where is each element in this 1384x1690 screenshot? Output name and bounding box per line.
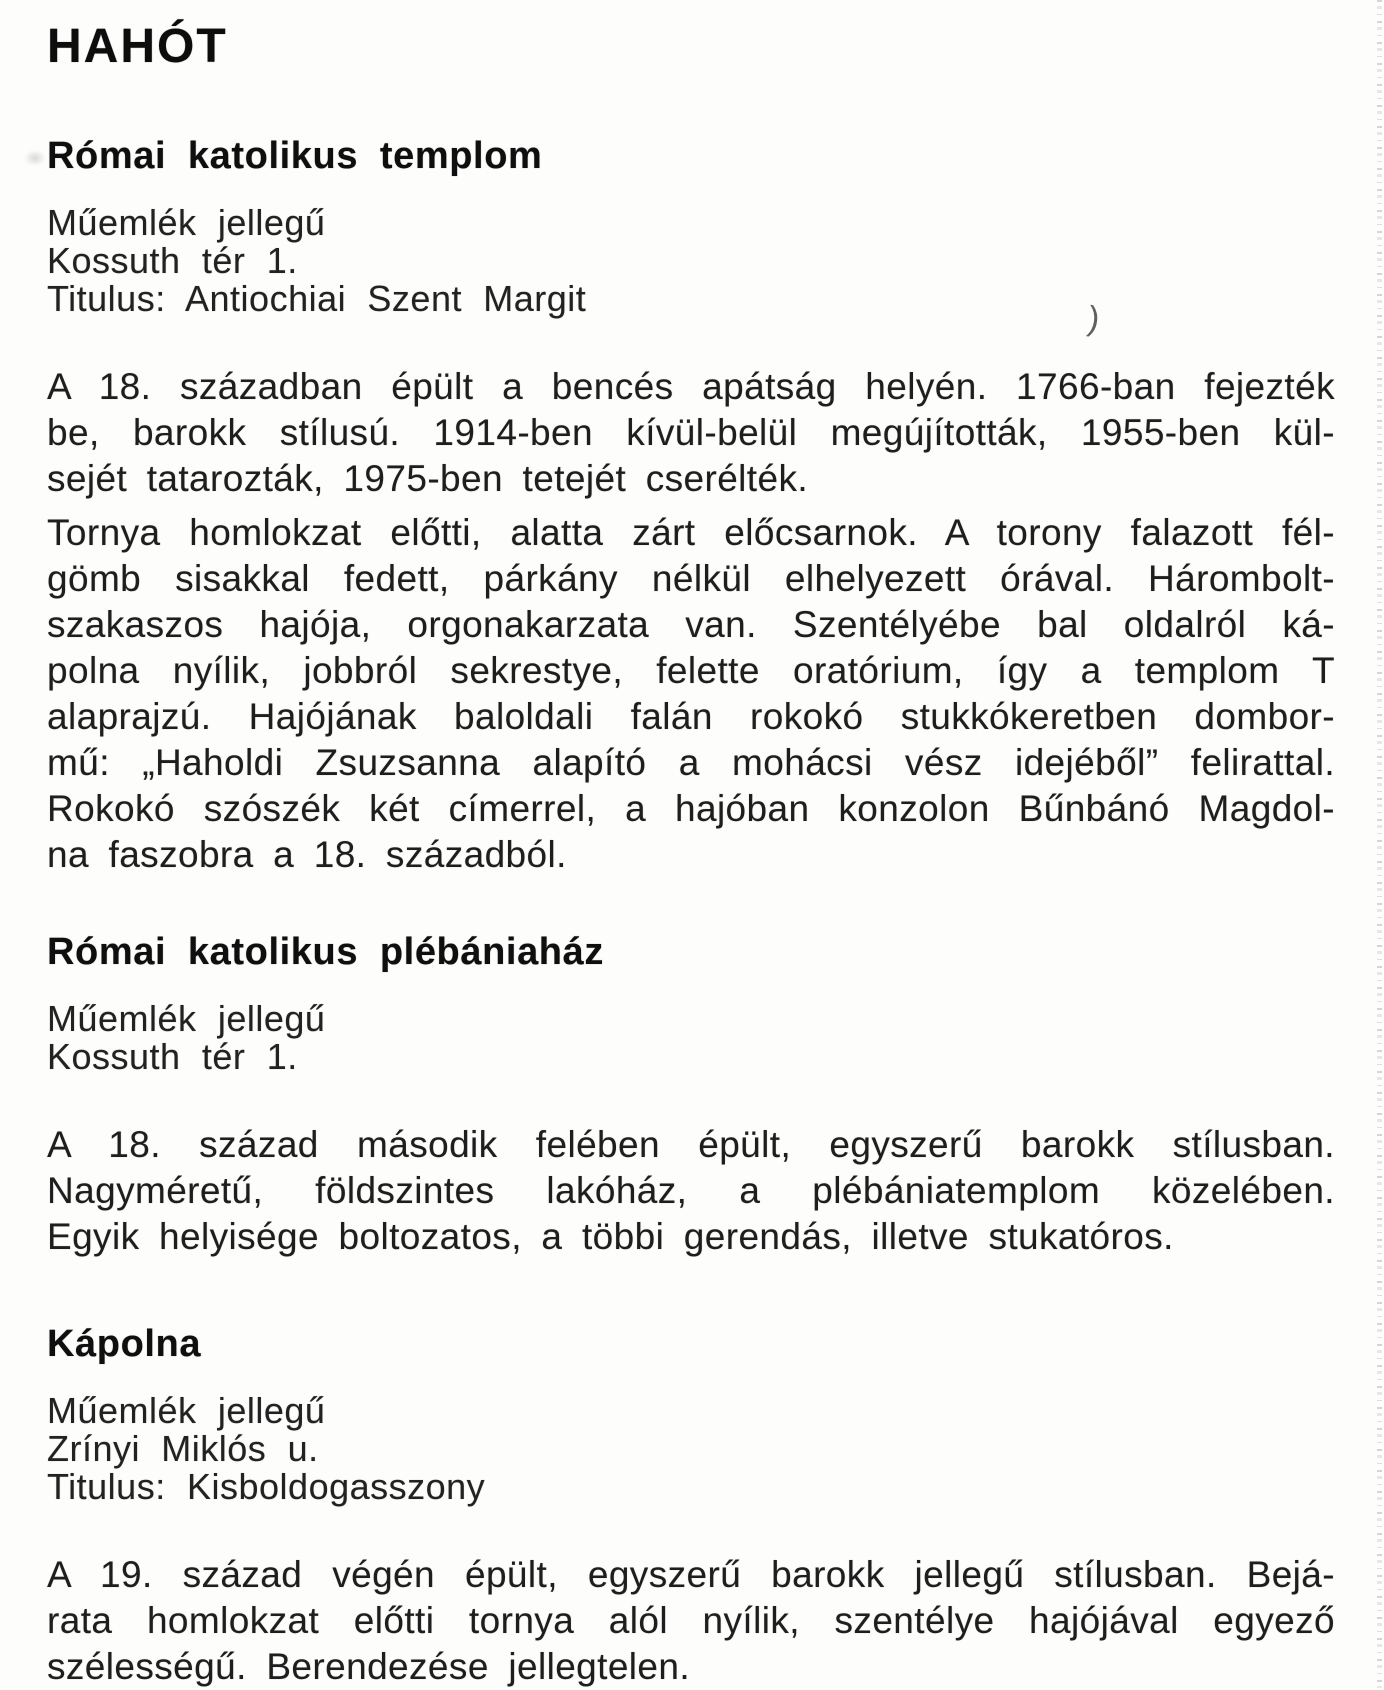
- section-info-block: [47, 204, 1335, 318]
- paragraph-line: alaprajzú. Hajójának baloldali falán rokokó stukkókeretben dombor-: [47, 696, 1335, 738]
- section-info-block: [47, 1000, 1335, 1076]
- paragraph-line: na faszobra a 18. századból.: [47, 834, 567, 876]
- paragraph-line: szakaszos hajója, orgonakarzata van. Szentélyébe bal oldalról ká-: [47, 604, 1335, 646]
- info-line: Zrínyi Miklós u.: [47, 1428, 319, 1470]
- section-heading: Római katolikus plébániaház: [47, 931, 604, 974]
- info-line: Műemlék jellegű: [47, 998, 326, 1040]
- scan-edge-noise: [1377, 0, 1382, 1688]
- paragraph-line: Nagyméretű, földszintes lakóház, a plébániatemplom közelében.: [47, 1170, 1335, 1212]
- monument-section: [47, 134, 1335, 878]
- paragraph-line: A 18. században épült a bencés apátság helyén. 1766-ban fejezték: [47, 366, 1335, 408]
- sections-container: [47, 134, 1335, 1690]
- paragraph: [47, 1552, 1335, 1690]
- section-info-block: [47, 1392, 1335, 1506]
- info-line: Kossuth tér 1.: [47, 240, 298, 282]
- paragraph-line: Tornya homlokzat előtti, alatta zárt előcsarnok. A torony falazott fél-: [47, 512, 1335, 554]
- paragraph-line: Rokokó szószék két címerrel, a hajóban konzolon Bűnbánó Magdol-: [47, 788, 1335, 830]
- scan-smudge: [24, 150, 46, 166]
- monument-section: [47, 1322, 1335, 1690]
- monument-section: [47, 930, 1335, 1260]
- info-line: Titulus: Kisboldogasszony: [47, 1466, 486, 1508]
- section-heading: Római katolikus templom: [47, 135, 543, 178]
- paragraph-line: sejét tatarozták, 1975-ben tetejét cserélték.: [47, 458, 809, 500]
- info-line: Műemlék jellegű: [47, 1390, 326, 1432]
- info-line: Műemlék jellegű: [47, 202, 326, 244]
- paragraph-line: Egyik helyisége boltozatos, a többi gerendás, illetve stukatóros.: [47, 1216, 1174, 1258]
- paragraph: [47, 1122, 1335, 1260]
- paragraph-line: A 18. század második felében épült, egyszerű barokk stílusban.: [47, 1124, 1335, 1166]
- paragraph-line: be, barokk stílusú. 1914-ben kívül-belül megújították, 1955-ben kül-: [47, 412, 1335, 454]
- paragraph-line: gömb sisakkal fedett, párkány nélkül elhelyezett órával. Hárombolt-: [47, 558, 1335, 600]
- page-title: HAHÓT: [47, 20, 228, 73]
- info-line: Kossuth tér 1.: [47, 1036, 298, 1078]
- scan-artifact-mark: ): [1085, 299, 1102, 339]
- paragraph-line: mű: „Haholdi Zsuzsanna alapító a mohácsi vész idejéből” felirattal.: [47, 742, 1335, 784]
- paragraph: [47, 510, 1335, 878]
- paragraph-line: rata homlokzat előtti tornya alól nyílik, szentélye hajójával egyező: [47, 1600, 1335, 1642]
- paragraph-line: szélességű. Berendezése jellegtelen.: [47, 1646, 691, 1688]
- info-line: Titulus: Antiochiai Szent Margit: [47, 278, 587, 320]
- paragraph: [47, 364, 1335, 502]
- section-heading: Kápolna: [47, 1323, 202, 1366]
- paragraph-line: polna nyílik, jobbról sekrestye, felette oratórium, így a templom T: [47, 650, 1335, 692]
- paragraph-line: A 19. század végén épült, egyszerű barokk jellegű stílusban. Bejá-: [47, 1554, 1335, 1596]
